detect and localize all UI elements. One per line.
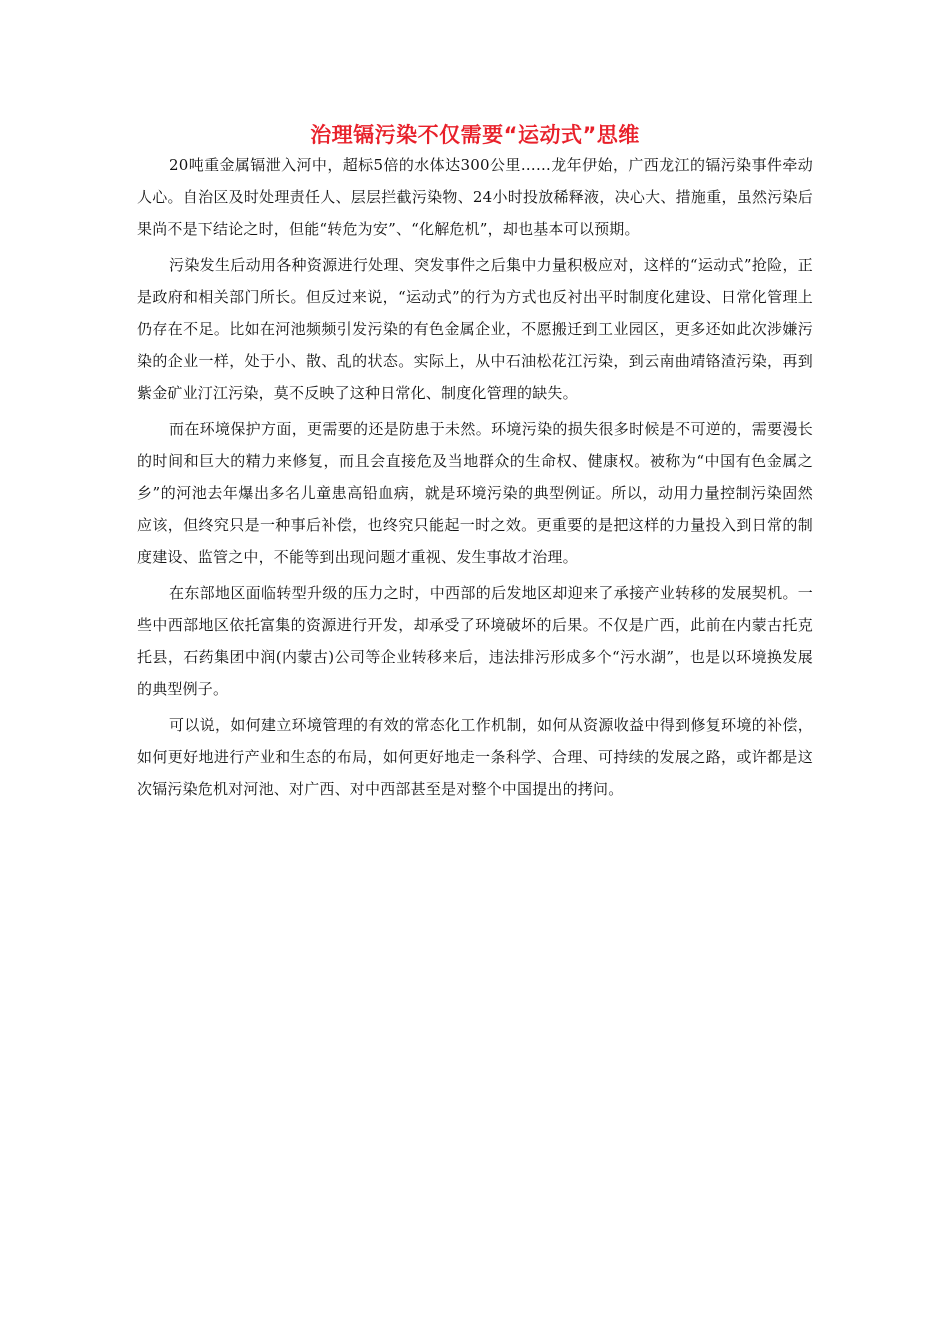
paragraph-3: 而在环境保护方面，更需要的还是防患于未然。环境污染的损失很多时候是不可逆的，需要漫长的时间和巨大的精力来修复，而且会直接危及当地群众的生命权、健康权。被称为“中国有色金属之乡”的河池去年爆出多名儿童患高铅血病，就是环境污染的典型例证。所以，动用力量控制污染固然应该，但终究只是一种事后补偿，也终究只能起一时之效。更重要的是把这样的力量投入到日常的制度建设、监管之中，不能等到出现问题才重视、发生事故才治理。 xyxy=(137,420,813,566)
paragraph-4: 在东部地区面临转型升级的压力之时，中西部的后发地区却迎来了承接产业转移的发展契机。一些中西部地区依托富集的资源进行开发，却承受了环境破坏的后果。不仅是广西，此前在内蒙古托克托县，石药集团中润(内蒙古)公司等企业转移来后，违法排污形成多个“污水湖”，也是以环境换发展的典型例子。 xyxy=(137,584,813,698)
article-body xyxy=(137,149,813,805)
paragraph-5: 可以说，如何建立环境管理的有效的常态化工作机制，如何从资源收益中得到修复环境的补偿，如何更好地进行产业和生态的布局，如何更好地走一条科学、合理、可持续的发展之路，或许都是这次镉污染危机对河池、对广西、对中西部甚至是对整个中国提出的拷问。 xyxy=(137,716,813,798)
paragraph-1: 20吨重金属镉泄入河中，超标5倍的水体达300公里……龙年伊始，广西龙江的镉污染事件牵动人心。自治区及时处理责任人、层层拦截污染物、24小时投放稀释液，决心大、措施重，虽然污染后果尚不是下结论之时，但能“转危为安”、“化解危机”，却也基本可以预期。 xyxy=(137,156,813,238)
article-title: 治理镉污染不仅需要“运动式”思维 xyxy=(310,123,640,147)
paragraph-2: 污染发生后动用各种资源进行处理、突发事件之后集中力量积极应对，这样的“运动式”抢险，正是政府和相关部门所长。但反过来说，“运动式”的行为方式也反衬出平时制度化建设、日常化管理上仍存在不足。比如在河池频频引发污染的有色金属企业，不愿搬迁到工业园区，更多还如此次涉嫌污染的企业一样，处于小、散、乱的状态。实际上，从中石油松花江污染，到云南曲靖铬渣污染，再到紫金矿业汀江污染，莫不反映了这种日常化、制度化管理的缺失。 xyxy=(137,256,813,402)
